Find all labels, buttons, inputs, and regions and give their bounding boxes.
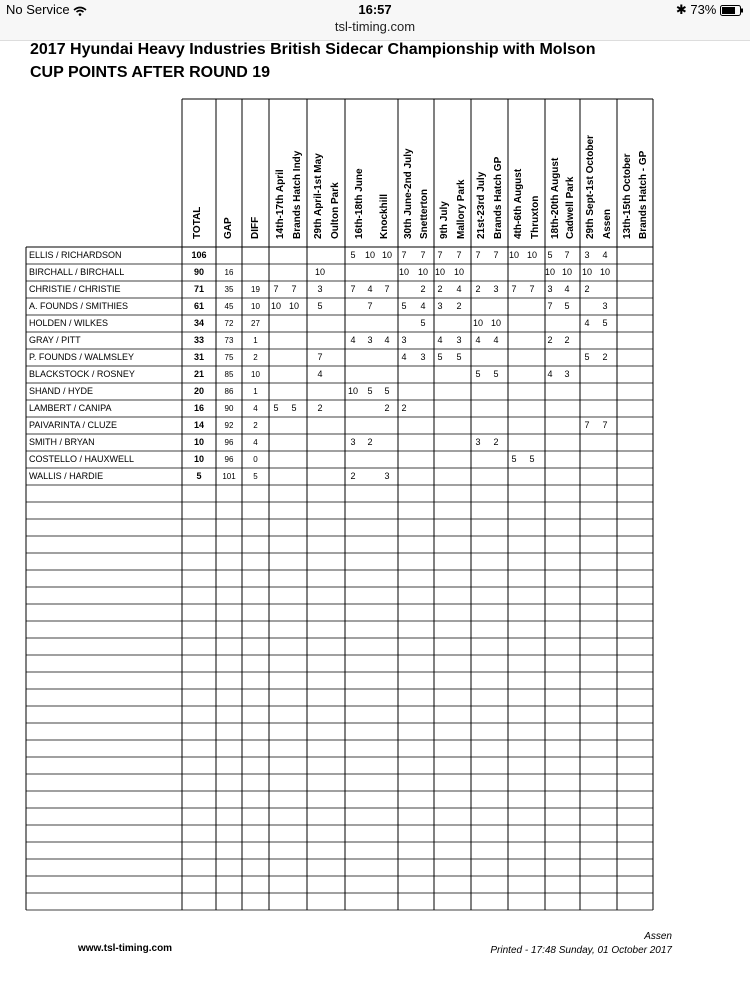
race-points: 10	[581, 267, 592, 277]
gap-value: 16	[224, 268, 234, 277]
race-points: 2	[367, 437, 373, 447]
race-points: 2	[564, 335, 570, 345]
diff-value: 10	[251, 302, 260, 311]
gap-value: 92	[224, 421, 234, 430]
pilot-name: WALLIS / HARDIE	[29, 471, 104, 481]
race-points: 7	[367, 301, 373, 311]
race-points: 4	[602, 250, 608, 260]
race-points: 7	[384, 284, 390, 294]
race-points: 10	[453, 267, 464, 277]
race-points: 10	[381, 250, 392, 260]
race-points: 7	[564, 250, 570, 260]
diff-value: 0	[253, 455, 258, 464]
gap-value: 45	[224, 302, 234, 311]
race-points: 5	[564, 301, 570, 311]
race-points: 5	[367, 386, 373, 396]
race-points: 5	[420, 318, 426, 328]
pilot-name: BIRCHALL / BIRCHALL	[29, 267, 125, 277]
diff-value: 2	[253, 421, 258, 430]
header-round-venue: Mallory Park	[455, 179, 467, 239]
url-text: tsl-timing.com	[334, 19, 416, 34]
pilot-name: CHRISTIE / CHRISTIE	[29, 284, 121, 294]
race-points: 3	[564, 369, 570, 379]
race-points: 4	[437, 335, 443, 345]
race-points: 2	[384, 403, 390, 413]
header-round-date: 18th-20th August	[549, 157, 561, 239]
race-points: 4	[420, 301, 426, 311]
race-points: 7	[547, 301, 553, 311]
header-round-venue: Brands Hatch Indy	[291, 150, 303, 239]
gap-value: 101	[222, 472, 236, 481]
header-round-date: 30th June-2nd July	[403, 148, 414, 239]
carrier-label: No Service	[6, 2, 87, 17]
race-points: 7	[584, 420, 590, 430]
race-points: 4	[384, 335, 390, 345]
diff-value: 4	[253, 438, 258, 447]
pilot-name: PAIVARINTA / CLUZE	[29, 420, 118, 430]
race-points: 2	[350, 471, 356, 481]
total-points: 20	[193, 386, 204, 396]
header-round-venue: Brands Hatch GP	[492, 156, 504, 239]
race-points: 4	[584, 318, 590, 328]
footer-website[interactable]: www.tsl-timing.com	[78, 943, 173, 954]
header-round-venue: Knockhill	[378, 193, 390, 239]
race-points: 10	[599, 267, 610, 277]
race-points: 10	[508, 250, 519, 260]
race-points: 5	[584, 352, 590, 362]
race-points: 2	[547, 335, 553, 345]
total-points: 61	[193, 301, 204, 311]
footer-venue: Assen	[644, 931, 672, 942]
diff-value: 4	[253, 404, 258, 413]
race-points: 7	[511, 284, 517, 294]
race-points: 5	[475, 369, 481, 379]
header-round-venue: Oulton Park	[329, 182, 341, 239]
race-points: 2	[602, 352, 608, 362]
header-round-date: 9th July	[439, 201, 451, 239]
header-round-venue: Brands Hatch - GP	[638, 150, 649, 239]
race-points: 2	[475, 284, 481, 294]
race-points: 4	[564, 284, 570, 294]
header-round-venue: Assen	[601, 208, 613, 239]
header-round-date: 13th-15th October	[622, 153, 633, 239]
total-points: 21	[193, 369, 204, 379]
bluetooth-icon: ✱	[675, 2, 687, 17]
gap-value: 96	[224, 438, 234, 447]
race-points: 3	[547, 284, 553, 294]
race-points: 7	[437, 250, 443, 260]
header-round-venue: Cadwell Park	[565, 176, 577, 239]
page-title: 2017 Hyundai Heavy Industries British Sidecar Championship with Molson	[30, 41, 596, 58]
race-points: 5	[456, 352, 462, 362]
diff-value: 27	[251, 319, 260, 328]
race-points: 10	[364, 250, 375, 260]
pilot-name: A. FOUNDS / SMITHIES	[29, 301, 129, 311]
race-points: 2	[437, 284, 443, 294]
gap-value: 35	[224, 285, 234, 294]
race-points: 3	[420, 352, 426, 362]
diff-value: 19	[251, 285, 260, 294]
pilot-name: COSTELLO / HAUXWELL	[29, 454, 135, 464]
gap-value: 85	[224, 370, 234, 379]
race-points: 7	[529, 284, 535, 294]
total-points: 34	[193, 318, 204, 328]
gap-value: 72	[224, 319, 234, 328]
race-points: 5	[529, 454, 535, 464]
race-points: 2	[584, 284, 590, 294]
gap-value: 86	[224, 387, 234, 396]
total-points: 71	[193, 284, 204, 294]
battery-indicator: ✱ 73%	[676, 2, 744, 18]
diff-value: 1	[253, 387, 258, 396]
race-points: 5	[291, 403, 297, 413]
pilot-name: P. FOUNDS / WALMSLEY	[29, 352, 135, 362]
race-points: 7	[493, 250, 499, 260]
header-round-date: 14th-17th April	[274, 169, 286, 239]
race-points: 3	[401, 335, 407, 345]
race-points: 7	[291, 284, 297, 294]
pilot-name: LAMBERT / CANIPA	[29, 403, 112, 413]
race-points: 4	[401, 352, 407, 362]
race-points: 10	[434, 267, 445, 277]
diff-value: 1	[253, 336, 258, 345]
pilot-name: SHAND / HYDE	[29, 386, 94, 396]
gap-value: 73	[224, 336, 234, 345]
race-points: 10	[314, 267, 325, 277]
header-round-venue: Snetterton	[419, 189, 430, 239]
race-points: 4	[317, 369, 323, 379]
total-points: 16	[193, 403, 204, 413]
race-points: 3	[350, 437, 356, 447]
race-points: 2	[456, 301, 462, 311]
race-points: 4	[493, 335, 499, 345]
race-points: 10	[347, 386, 358, 396]
race-points: 10	[544, 267, 555, 277]
header-round-date: 29th Sept-1st October	[585, 135, 597, 239]
race-points: 7	[350, 284, 356, 294]
total-points: 10	[193, 437, 204, 447]
race-points: 4	[350, 335, 356, 345]
total-points: 106	[191, 250, 207, 260]
race-points: 5	[493, 369, 499, 379]
diff-value: 10	[251, 370, 260, 379]
total-points: 90	[193, 267, 204, 277]
race-points: 4	[547, 369, 553, 379]
race-points: 3	[456, 335, 462, 345]
race-points: 5	[547, 250, 553, 260]
pilot-name: GRAY / PITT	[29, 335, 81, 345]
race-points: 7	[273, 284, 279, 294]
header-gap: GAP	[223, 217, 234, 239]
race-points: 4	[367, 284, 373, 294]
race-points: 10	[490, 318, 501, 328]
race-points: 3	[317, 284, 323, 294]
diff-value: 2	[253, 353, 258, 362]
header-diff: DIFF	[250, 216, 261, 239]
race-points: 3	[584, 250, 590, 260]
race-points: 5	[602, 318, 608, 328]
clock: 16:57	[358, 2, 392, 17]
race-points: 3	[475, 437, 481, 447]
gap-value: 96	[224, 455, 234, 464]
race-points: 7	[475, 250, 481, 260]
race-points: 7	[456, 250, 462, 260]
race-points: 2	[401, 403, 407, 413]
race-points: 3	[602, 301, 608, 311]
gap-value: 75	[224, 353, 234, 362]
header-round-date: 4th-6th August	[513, 168, 525, 239]
race-points: 10	[288, 301, 299, 311]
gap-value: 90	[224, 404, 234, 413]
race-points: 7	[602, 420, 608, 430]
race-points: 7	[401, 250, 407, 260]
pilot-name: HOLDEN / WILKES	[29, 318, 109, 328]
race-points: 10	[526, 250, 537, 260]
race-points: 5	[273, 403, 279, 413]
race-points: 5	[317, 301, 323, 311]
race-points: 7	[317, 352, 323, 362]
race-points: 2	[420, 284, 426, 294]
race-points: 3	[493, 284, 499, 294]
race-points: 3	[367, 335, 373, 345]
race-points: 4	[456, 284, 462, 294]
page-subtitle: CUP POINTS AFTER ROUND 19	[30, 64, 271, 81]
header-round-date: 21st-23rd July	[476, 171, 488, 239]
header-round-date: 16th-18th June	[354, 168, 366, 239]
race-points: 5	[384, 386, 390, 396]
race-points: 10	[561, 267, 572, 277]
race-points: 3	[437, 301, 443, 311]
race-points: 10	[398, 267, 409, 277]
total-points: 14	[193, 420, 204, 430]
pilot-name: BLACKSTOCK / ROSNEY	[29, 369, 135, 379]
race-points: 5	[350, 250, 356, 260]
race-points: 5	[437, 352, 443, 362]
header-round-date: 29th April-1st May	[312, 153, 324, 239]
race-points: 5	[401, 301, 407, 311]
total-points: 5	[196, 471, 202, 481]
race-points: 7	[420, 250, 426, 260]
race-points: 10	[472, 318, 483, 328]
total-points: 31	[193, 352, 204, 362]
footer-printed: Printed - 17:48 Sunday, 01 October 2017	[490, 945, 672, 956]
race-points: 4	[475, 335, 481, 345]
race-points: 3	[384, 471, 390, 481]
pilot-name: ELLIS / RICHARDSON	[29, 250, 122, 260]
race-points: 2	[493, 437, 499, 447]
pilot-name: SMITH / BRYAN	[29, 437, 95, 447]
header-round-venue: Thruxton	[529, 195, 541, 239]
race-points: 2	[317, 403, 323, 413]
header-total: TOTAL	[192, 206, 203, 239]
diff-value: 5	[253, 472, 258, 481]
race-points: 10	[270, 301, 281, 311]
total-points: 33	[193, 335, 204, 345]
race-points: 5	[511, 454, 517, 464]
total-points: 10	[193, 454, 204, 464]
race-points: 10	[417, 267, 428, 277]
